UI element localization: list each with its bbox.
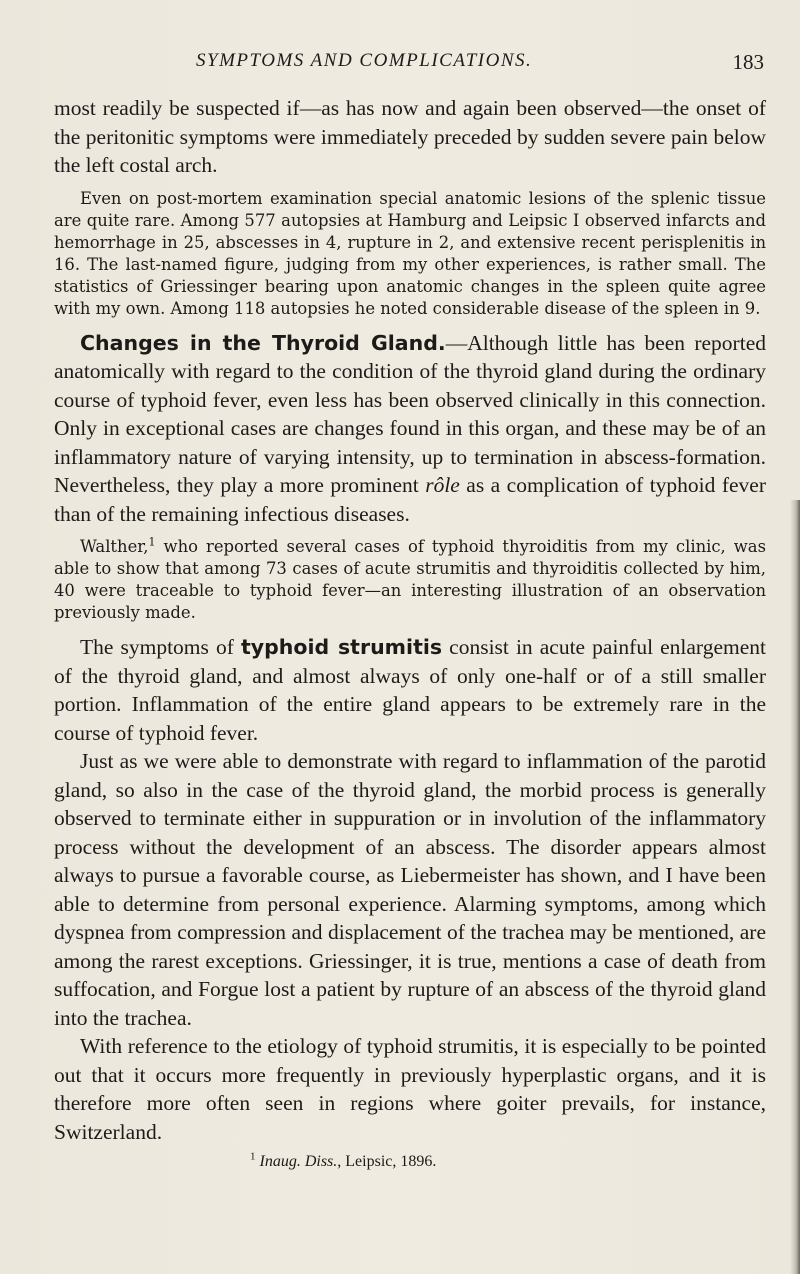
- page-body: [54, 94, 766, 1172]
- footnote-text: , Leipsic, 1896.: [337, 1153, 437, 1170]
- page-edge-shadow: [790, 500, 800, 1274]
- paragraph-thyroid-changes: [54, 329, 766, 529]
- paragraph-text: —Although little has been reported anatomically with regard to the condition of the thyroid gland during the ordinary course of typhoid fever, even less has been observed clinically in this connection. Only in exceptional cases are changes found in this organ, and these may be of an inflammatory nature of varying intensity, up to termination in abscess-formation. Nevertheless, they play a more prominent: [54, 330, 766, 497]
- footnote: [54, 1152, 766, 1172]
- running-head: SYMPTOMS AND COMPLICATIONS.: [196, 50, 533, 71]
- footnote-title: Inaug. Diss.: [259, 1153, 338, 1170]
- footnote-mark: 1: [250, 1150, 256, 1163]
- paragraph-etiology: With reference to the etiology of typhoid strumitis, it is especially to be pointed out that it occurs more frequently in previously hyperplastic organs, and it is therefore more often seen in regions where goiter prevails, for instance, Switzerland.: [54, 1034, 766, 1144]
- page-number: 183: [732, 50, 764, 74]
- emphasized-term: typhoid strumitis: [240, 635, 443, 659]
- paragraph-continued: most readily be suspected if—as has now and again been observed—the onset of the peritonitic symptoms were immediately preceded by sudden severe pain below the left costal arch.: [54, 96, 766, 177]
- footnote-reference: 1: [148, 535, 156, 549]
- page-header: [196, 50, 764, 78]
- paragraph-symptoms: [54, 633, 766, 747]
- author-name: Walther,: [80, 537, 149, 556]
- italic-term: rôle: [425, 473, 460, 497]
- paragraph-text: as a complication of typhoid fever than of the remaining infectious diseases.: [54, 473, 766, 526]
- section-heading: Changes in the Thyroid Gland.: [80, 330, 446, 355]
- paragraph-text: consist in acute painful enlargement of the thyroid gland, and almost always of only one-half or of a still smaller portion. Inflammation of the entire gland appears to be extremely rare in the course of typhoid fever.: [54, 635, 766, 745]
- paragraph-course: Just as we were able to demonstrate with regard to inflammation of the parotid gland, so also in the case of the thyroid gland, the morbid process is generally observed to terminate either in suppuration or in involution of the inflammatory process without the development of an abscess. The disorder appears almost always to pursue a favorable course, as Liebermeister has shown, and I have been able to determine from personal experience. Alarming symptoms, among which dyspnea from compression and displacement of the trachea may be mentioned, are among the rarest exceptions. Griessinger, it is true, mentions a case of death from suffocation, and Forgue lost a patient by rupture of an abscess of the thyroid gland into the trachea.: [54, 749, 766, 1030]
- paragraph-spleen-autopsies: Even on post-mortem examination special anatomic lesions of the splenic tissue are quite rare. Among 577 autopsies at Hamburg and Leipsic I observed infarcts and hemorrhage in 25, abscesses in 4, rupture in 2, and extensive recent perisplenitis in 16. The last-named figure, judging from my other experiences, is rather small. The statistics of Griessinger bearing upon anatomic changes in the spleen quite agree with my own. Among 118 autopsies he noted considerable disease of the spleen in 9.: [54, 188, 766, 318]
- paragraph-text: who reported several cases of typhoid thyroiditis from my clinic, was able to show that among 73 cases of acute strumitis and thyroiditis collected by him, 40 were traceable to typhoid fever—an interesting illustration of an observation previously made.: [54, 537, 766, 622]
- paragraph-text: The symptoms of: [80, 635, 241, 659]
- paragraph-walther: [54, 536, 766, 624]
